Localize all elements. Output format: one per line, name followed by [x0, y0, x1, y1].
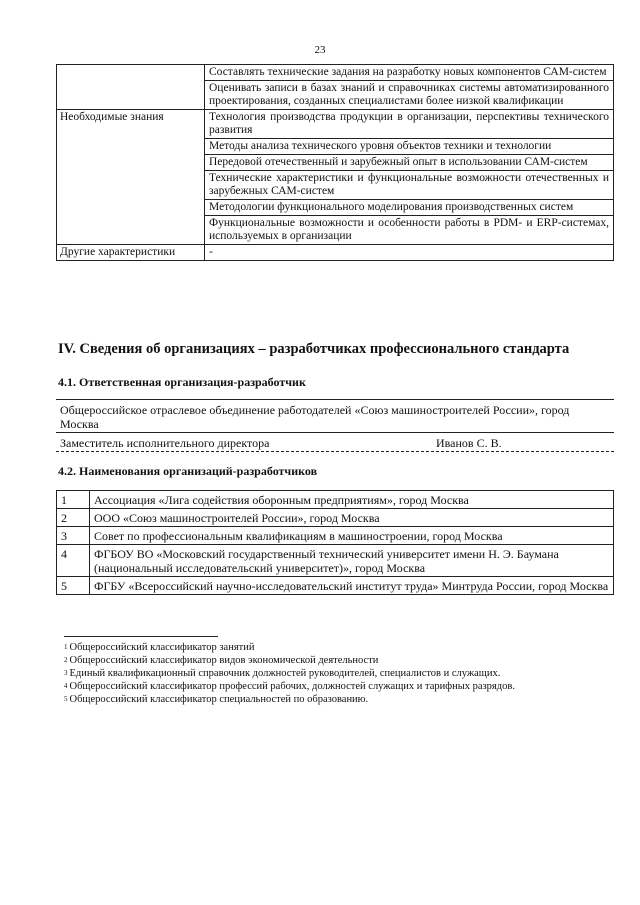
developer-name: ФГБОУ ВО «Московский государственный технический университет имени Н. Э. Баумана (национальный исследовательский университет)», город Москва: [90, 545, 614, 577]
developer-name: ООО «Союз машиностроителей России», город Москва: [90, 509, 614, 527]
developer-name: ФГБУ «Всероссийский научно-исследовательский институт труда» Минтруда России, город Москва: [90, 577, 614, 595]
table-row: [57, 245, 614, 261]
table-row: [57, 65, 614, 81]
footnote-text: Общероссийский классификатор видов экономической деятельности: [69, 655, 379, 666]
knowledge-item: Технические характеристики и функциональные возможности отечественных и зарубежных САМ-систем: [205, 171, 614, 200]
position-cell: [56, 433, 614, 452]
developer-name: Совет по профессиональным квалификациям в машиностроении, город Москва: [90, 527, 614, 545]
footnote-text: Общероссийский классификатор профессий рабочих, должностей служащих и тарифных разрядов.: [69, 681, 515, 692]
row-number: 5: [57, 577, 90, 595]
table-row: [57, 577, 614, 595]
page-number: 23: [314, 44, 326, 56]
row-label-other: Другие характеристики: [57, 245, 205, 261]
footnote: [64, 680, 604, 693]
row-label-empty: [57, 65, 205, 110]
developer-organizations-table: [56, 490, 614, 595]
responsible-organization-table: [56, 399, 614, 452]
section-heading: IV. Сведения об организациях – разработчиках профессионального стандарта: [58, 341, 570, 357]
table-row: [57, 110, 614, 139]
labor-functions-table: [56, 64, 614, 261]
other-characteristics-value: -: [205, 245, 614, 261]
table-row: [57, 545, 614, 577]
footnote-mark: 4: [64, 682, 68, 690]
subsection-heading-developers: 4.2. Наименования организаций-разработчиков: [58, 464, 318, 478]
developer-name: Ассоциация «Лига содействия оборонным предприятиям», город Москва: [90, 491, 614, 509]
footnote-text: Единый квалификационный справочник должностей руководителей, специалистов и служащих.: [69, 668, 501, 679]
footnotes-list: [64, 641, 604, 706]
position-title: Заместитель исполнительного директора: [60, 436, 270, 450]
table-row: [56, 400, 614, 433]
knowledge-item: Функциональные возможности и особенности работы в PDM- и ERP-системах, используемых в организации: [205, 216, 614, 245]
knowledge-item: Передовой отечественный и зарубежный опыт в использовании САМ-систем: [205, 155, 614, 171]
skill-item: Составлять технические задания на разработку новых компонентов САМ-систем: [205, 65, 614, 81]
footnote-mark: 1: [64, 643, 68, 651]
footnote-text: Общероссийский классификатор специальностей по образованию.: [69, 694, 369, 705]
footnote-divider: [64, 636, 218, 637]
footnote: [64, 693, 604, 706]
table-row: [57, 491, 614, 509]
footnote: [64, 641, 604, 654]
table-row: [57, 509, 614, 527]
row-number: 4: [57, 545, 90, 577]
row-number: 1: [57, 491, 90, 509]
footnote: [64, 654, 604, 667]
row-label-knowledge: Необходимые знания: [57, 110, 205, 245]
footnote: [64, 667, 604, 680]
row-number: 2: [57, 509, 90, 527]
knowledge-item: Методы анализа технического уровня объектов техники и технологии: [205, 139, 614, 155]
row-number: 3: [57, 527, 90, 545]
knowledge-item: Методологии функционального моделирования производственных систем: [205, 200, 614, 216]
footnote-mark: 2: [64, 656, 68, 664]
organization-name: Общероссийское отраслевое объединение работодателей «Союз машиностроителей России», город Москва: [56, 400, 614, 433]
footnote-mark: 3: [64, 669, 68, 677]
footnote-text: Общероссийский классификатор занятий: [69, 642, 255, 653]
subsection-heading-responsible: 4.1. Ответственная организация-разработчик: [58, 375, 306, 389]
footnote-mark: 5: [64, 695, 68, 703]
skill-item: Оценивать записи в базах знаний и справочниках системы автоматизированного проектирования, созданных специалистами более низкой квалификации: [205, 81, 614, 110]
table-row: [57, 527, 614, 545]
knowledge-item: Технология производства продукции в организации, перспективы технического развития: [205, 110, 614, 139]
person-name: Иванов С. В.: [436, 436, 502, 450]
table-row: [56, 433, 614, 452]
